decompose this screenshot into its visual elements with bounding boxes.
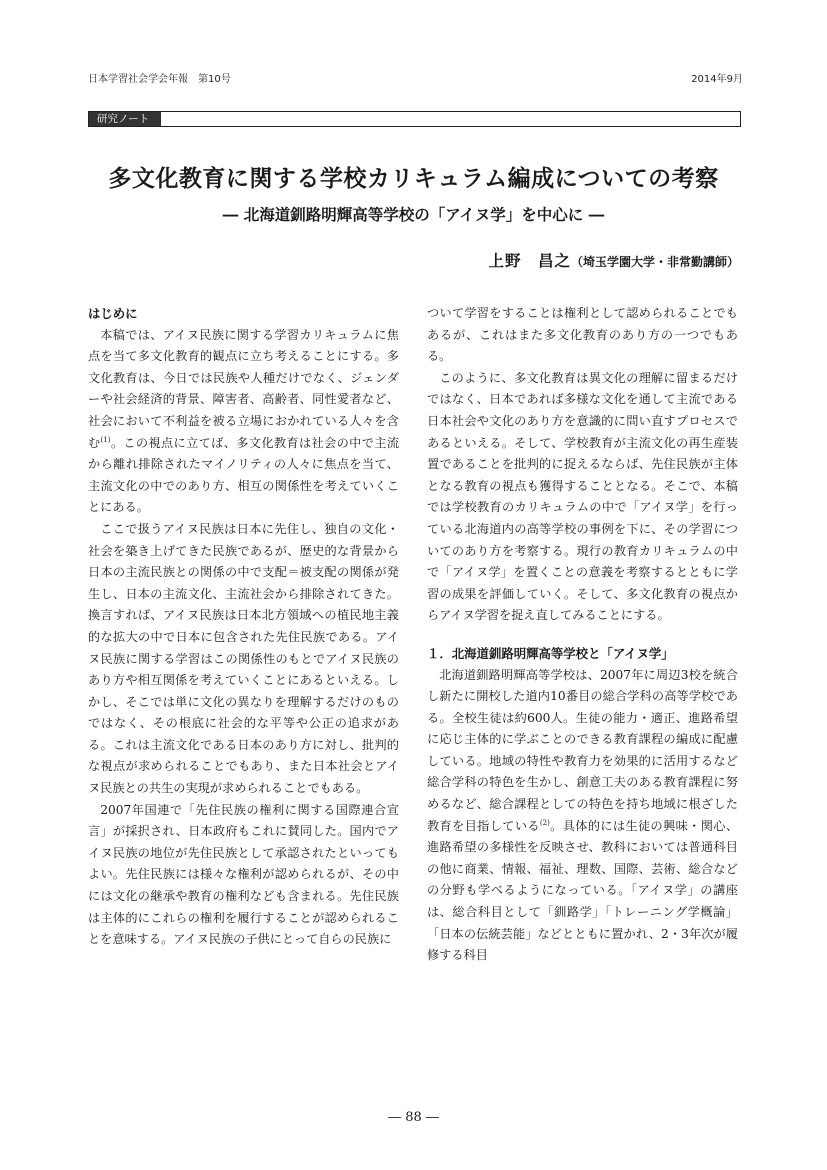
section-heading: はじめに <box>88 306 138 321</box>
page-number: ― 88 ― <box>388 1110 439 1125</box>
paper-subtitle: ― 北海道釧路明輝高等学校の「アイヌ学」を中心に ― <box>222 205 605 224</box>
left-column <box>88 303 399 951</box>
author-line <box>488 249 739 271</box>
footnote-ref: (1) <box>100 435 111 444</box>
journal-name: 日本学習社会学会年報 第10号 <box>88 74 231 85</box>
body-paragraph: 本稿では、アイヌ民族に関する学習カリキュラムに焦点を当て多文化教育的観点に立ち考えることにする。多文化教育は、今日では民族や人種だけでなく、ジェンダーや社会経済的背景、障害者、高齢者、同性愛者など、社会において不利益を被る立場におかれている人々を含む$^{(1)}$。この視点に立てば、多文化教育は社会の中で主流から離れ排除されたマイノリティの人々に焦点を当て、主流文化の中でのあり方、相互の関係性を考えていくことにある。 <box>88 327 400 515</box>
right-column <box>427 303 738 967</box>
issue-date: 2014年9月 <box>691 74 743 85</box>
footnote-ref: (2) <box>539 818 550 827</box>
body-paragraph-continued: ついて学習をすることは権利として認められることでもあるが、これはまた多文化教育のあり方の一つでもある。 <box>427 306 738 364</box>
author-affiliation: （埼玉学園大学・非常勤講師） <box>570 255 739 269</box>
section-tag-bar <box>88 111 741 127</box>
body-paragraph: 2007年国連で「先住民族の権利に関する国際連合宣言」が採択され、日本政府もこれに賛同した。国内でアイヌ民族の地位が先住民族として承認されたといってもよい。先住民族には様々な権利が認められるが、その中には文化の継承や教育の権利なども含まれる。先住民族は主体的にこれらの権利を履行することが認められることを意味する。アイヌ民族の子供にとって自らの民族に <box>88 802 399 947</box>
section-tag: 研究ノート <box>89 112 161 126</box>
section-heading: １．北海道釧路明輝高等学校と「アイヌ学」 <box>427 645 674 661</box>
body-paragraph: このように、多文化教育は異文化の理解に留まるだけではなく、日本であれば多様な文化を通して主流である日本社会や文化のあり方を意識的に問い直すプロセスであるといえる。そして、学校教育が主流文化の再生産装置であることを批判的に捉えるならば、先住民族が主体となる教育の視点も獲得することとなる。そこで、本稿では学校教育のカリキュラムの中で「アイヌ学」を行っている北海道内の高等学校の事例を下に、その学習についてのあり方を考察する。現行の教育カリキュラムの中で「アイヌ学」を置くことの意義を考察するとともに学習の成果を評価していく。そして、多文化教育の視点からアイヌ学習を捉え直してみることにする。 <box>427 370 738 623</box>
body-paragraph: ここで扱うアイヌ民族は日本に先住し、独自の文化・社会を築き上げてきた民族であるが、歴史的な背景から日本の主流民族との関係の中で支配＝被支配の関係が発生し、日本の主流文化、主流社会から排除されてきた。換言すれば、アイヌ民族は日本北方領域への植民地主義的な拡大の中で日本に包含された先住民族である。アイヌ民族に関する学習はこの関係性のもとでアイヌ民族のあり方や相互関係を考えていくことにあるといえる。しかし、そこでは単に文化の異なりを理解するだけのものではなく、その根底に社会的な平等や公正の追求がある。これは主流文化である日本のあり方に対し、批判的な視点が求められることでもあり、また日本社会とアイヌ民族との共生の実現が求められることでもある。 <box>88 521 399 796</box>
author-name: 上野 昌之 <box>488 251 571 270</box>
paper-title: 多文化教育に関する学校カリキュラム編成についての考察 <box>108 165 719 192</box>
body-paragraph: 北海道釧路明輝高等学校は、2007年に周辺3校を統合し新たに開校した道内10番目の総合学科の高等学校である。全校生徒は約600人。生徒の能力・適正、進路希望に応じ主体的に学ぶことのできる教育課程の編成に配慮している。地域の特性や教育力を効果的に活用するなど総合学科の特色を生かし、創意工夫のある教育課程に努めるなど、総合課程としての特色を持ち地域に根ざした教育を目指している$^{(2)}$。具体的には生徒の興味・関心、進路希望の多様性を反映させ、教科においては普通科目の他に商業、情報、福祉、理数、国際、芸術、総合などの分野も学べるようになっている。「アイヌ学」の講座は、総合科目として「釧路学」「トレーニング学概論」「日本の伝統芸能」などとともに置かれ、2・3年次が履修する科目 <box>427 667 739 963</box>
